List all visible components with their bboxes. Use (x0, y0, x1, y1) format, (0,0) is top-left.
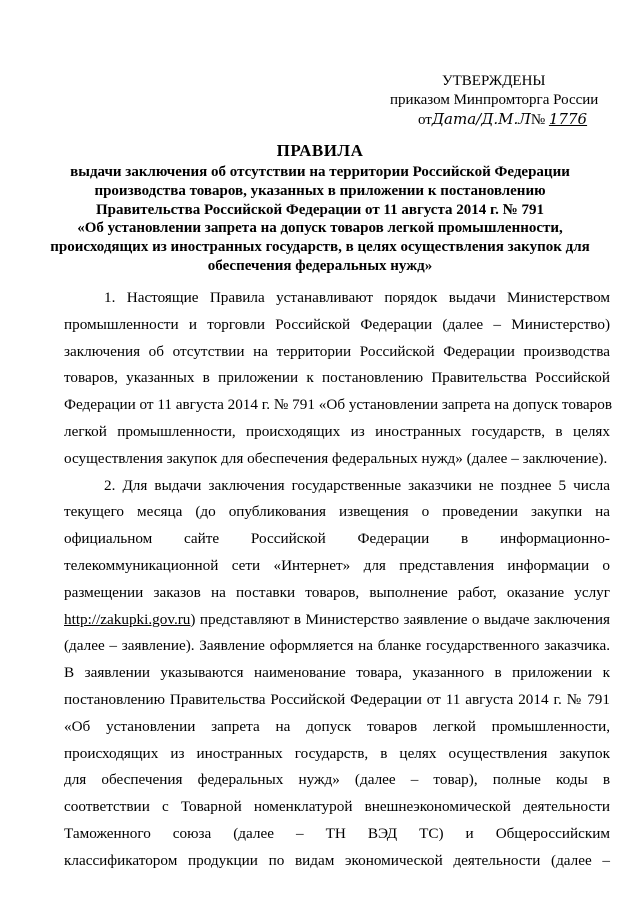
text-line-with-link (64, 607, 610, 634)
subtitle-line: Правительства Российской Федерации от 11 августа 2014 г. № 791 (96, 201, 544, 218)
paragraph-2 (64, 473, 610, 875)
approved-label: УТВЕРЖДЕНЫ (442, 73, 546, 89)
number-label: № (530, 112, 546, 128)
order-date-number (418, 110, 587, 130)
text-line: соответствии с Товарной номенклатурой внешнеэкономической деятельности (64, 798, 610, 816)
subtitle-line: обеспечения федеральных нужд» (207, 257, 433, 274)
paragraph-1 (64, 285, 613, 473)
zakupki-link[interactable]: http://zakupki.gov.ru (64, 610, 191, 628)
text-line: Таможенного союза (далее – ТН ВЭД ТС) и Общероссийским (64, 824, 610, 842)
text-line: происходящих из иностранных государств, в целях осуществления закупок (64, 744, 610, 762)
text-line: для обеспечения федеральных нужд» (далее – товар), полные коды в (64, 771, 610, 789)
subtitle-line: происходящих из иностранных государств, в целях осуществления закупок для (50, 239, 590, 256)
link-line-rest: ) представляют в Министерство заявление о выдаче заключения (190, 610, 610, 628)
text-line: 1. Настоящие Правила устанавливают порядок выдачи Министерством (104, 289, 610, 306)
subtitle-line: «Об установлении запрета на допуск товаров легкой промышленности, (77, 220, 563, 237)
text-line: размещении заказов на поставки товаров, выполнение работ, оказание услуг (64, 583, 610, 601)
text-line: «Об установлении запрета на допуск товаров легкой промышленности, (64, 717, 610, 735)
text-line: Федерации от 11 августа 2014 г. № 791 «Об установлении запрета на допуск товаров (64, 396, 613, 414)
text-line: промышленности и торговли Российской Федерации (далее – Министерство) (64, 315, 610, 333)
handwritten-number: 1776 (548, 110, 588, 128)
text-line: легкой промышленности, происходящих из иностранных государств, в целях (64, 422, 610, 440)
subtitle-line: выдачи заключения об отсутствии на территории Российской Федерации (70, 164, 570, 180)
text-line: текущего месяца (до опубликования извещения о проведении закупки на (64, 503, 610, 521)
text-line: телекоммуникационной сети «Интернет» для представления информации о (64, 556, 610, 574)
text-line: осуществления закупок для обеспечения федеральных нужд» (далее – заключение). (64, 449, 608, 467)
handwritten-date: Дата/Д.М.Л (431, 110, 531, 128)
text-line: (далее – заявление). Заявление оформляется на бланке государственного заказчика. (64, 637, 610, 655)
document-subtitle (0, 163, 640, 276)
text-line: постановлению Правительства Российской Федерации от 11 августа 2014 г. № 791 (64, 690, 610, 708)
text-line: официальном сайте Российской Федерации в информационно- (64, 530, 610, 548)
text-line: классификатором продукции по видам экономической деятельности (далее – (64, 851, 610, 869)
from-prefix: от (418, 112, 432, 128)
document-body (64, 285, 613, 875)
text-line: товаров, указанных в приложении к постановлению Правительства Российской (64, 369, 610, 387)
document-title: ПРАВИЛА (276, 141, 364, 160)
text-line: В заявлении указываются наименование товара, указанного в приложении к (64, 664, 610, 682)
approved-by-order: приказом Минпромторга России (390, 92, 599, 108)
text-line: 2. Для выдачи заключения государственные заказчики не позднее 5 числа (104, 476, 610, 494)
text-line: заключения об отсутствии на территории Российской Федерации производства (64, 342, 610, 360)
subtitle-line: производства товаров, указанных в приложении к постановлению (94, 182, 546, 199)
